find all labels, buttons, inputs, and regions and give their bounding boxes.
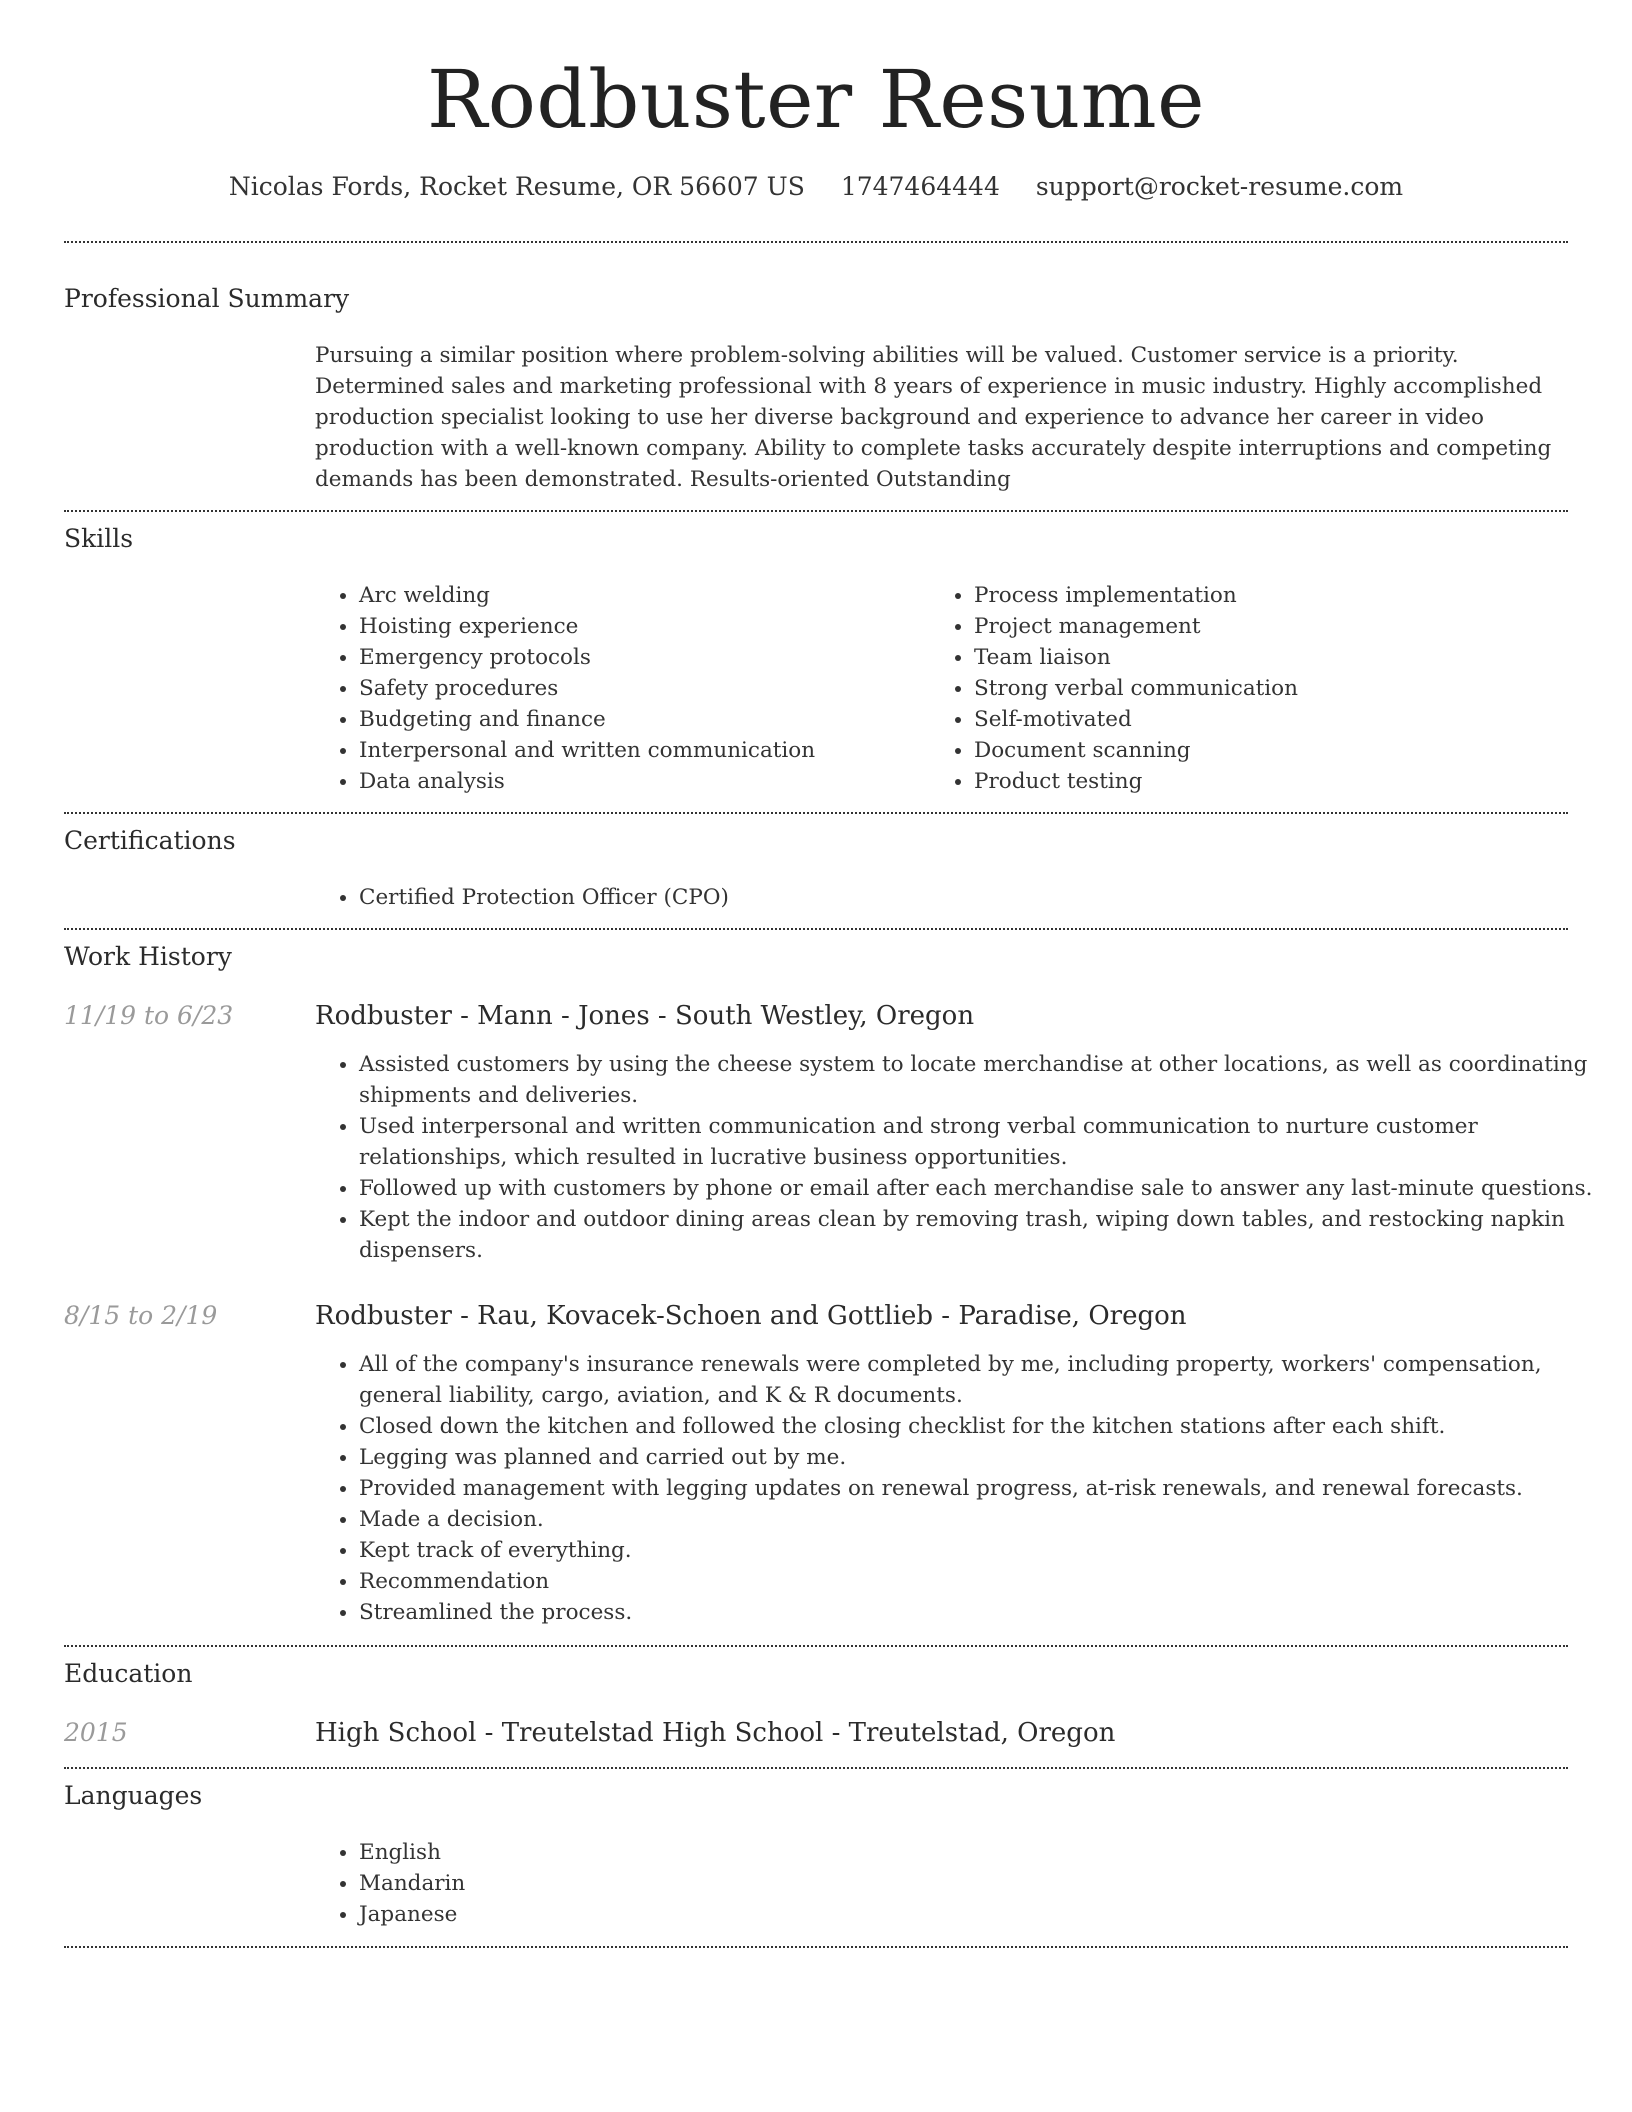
section-divider: [64, 510, 1568, 512]
skills-list-right: [930, 580, 1594, 797]
job-dates: 11/19 to 6/23: [64, 1001, 234, 1030]
skill-item: • Strong verbal communication: [974, 673, 1594, 704]
skill-item: • Emergency protocols: [359, 642, 919, 673]
education-year: 2015: [64, 1718, 128, 1747]
job-bullet: • Legging was planned and carried out by me.: [359, 1442, 1604, 1473]
job-title: Rodbuster - Mann - Jones - South Westley, Oregon: [315, 1001, 975, 1031]
section-title-skills: Skills: [64, 524, 134, 553]
section-divider: [64, 1767, 1568, 1769]
job-bullet: • Streamlined the process.: [359, 1597, 1604, 1628]
section-title-summary: Professional Summary: [64, 284, 350, 313]
job-bullet: • Made a decision.: [359, 1504, 1604, 1535]
skill-item: • Arc welding: [359, 580, 919, 611]
job-bullet: • Kept track of everything.: [359, 1535, 1604, 1566]
section-divider: [64, 241, 1568, 243]
skill-item: • Hoisting experience: [359, 611, 919, 642]
job-title: Rodbuster - Rau, Kovacek-Schoen and Gottlieb - Paradise, Oregon: [315, 1301, 1187, 1331]
skill-item: • Product testing: [974, 766, 1594, 797]
skill-item: • Interpersonal and written communication: [359, 735, 919, 766]
section-title-education: Education: [64, 1659, 193, 1688]
job-bullet: • Assisted customers by using the cheese system to locate merchandise at other locations, as well as coordinating shipments and deliveries.: [359, 1049, 1604, 1111]
resume-name: Rodbuster Resume: [427, 53, 1205, 146]
job-bullet: • Used interpersonal and written communication and strong verbal communication to nurture customer relationships, which resulted in lucrative business opportunities.: [359, 1111, 1604, 1173]
job-bullet: • Followed up with customers by phone or email after each merchandise sale to answer any last-minute questions.: [359, 1173, 1604, 1204]
section-title-certifications: Certifications: [64, 826, 236, 855]
section-divider: [64, 1645, 1568, 1647]
section-title-work-history: Work History: [64, 942, 232, 971]
job-bullet: • Closed down the kitchen and followed the closing checklist for the kitchen stations after each shift.: [359, 1411, 1604, 1442]
job-bullets: [315, 1049, 1604, 1266]
job-dates: 8/15 to 2/19: [64, 1301, 218, 1330]
contact-address: Nicolas Fords, Rocket Resume, OR 56607 US: [228, 172, 805, 201]
contact-phone: 1747464444: [840, 172, 1000, 201]
section-divider: [64, 1946, 1568, 1948]
language-item: • Japanese: [359, 1899, 1599, 1930]
contact-line: [0, 170, 1632, 204]
language-item: • English: [359, 1837, 1599, 1868]
skill-item: • Safety procedures: [359, 673, 919, 704]
skill-item: • Budgeting and finance: [359, 704, 919, 735]
skill-item: • Process implementation: [974, 580, 1594, 611]
section-divider: [64, 812, 1568, 814]
skill-item: • Project management: [974, 611, 1594, 642]
skill-item: • Self-motivated: [974, 704, 1594, 735]
job-bullets: [315, 1349, 1604, 1628]
job-bullet: • Kept the indoor and outdoor dining areas clean by removing trash, wiping down tables, and restocking napkin dispensers.: [359, 1204, 1604, 1266]
language-item: • Mandarin: [359, 1868, 1599, 1899]
summary-text: Pursuing a similar position where problem-solving abilities will be valued. Customer service is a priority. Determined sales and marketing professional with 8 years of experience in music industry. Highly accomplished production specialist looking to use her diverse background and experience to advance her career in video production with a well-known company. Ability to complete tasks accurately despite interruptions and competing demands has been demonstrated. Results-oriented Outstanding: [315, 343, 1552, 492]
skill-item: • Data analysis: [359, 766, 919, 797]
job-bullet: • All of the company's insurance renewals were completed by me, including property, workers' compensation, general liability, cargo, aviation, and K & R documents.: [359, 1349, 1604, 1411]
skill-item: • Team liaison: [974, 642, 1594, 673]
job-bullet: • Provided management with legging updates on renewal progress, at-risk renewals, and renewal forecasts.: [359, 1473, 1604, 1504]
skill-item: • Document scanning: [974, 735, 1594, 766]
section-divider: [64, 928, 1568, 930]
certification-item: • Certified Protection Officer (CPO): [359, 882, 1599, 913]
certifications-list: [315, 882, 1599, 913]
job-bullet: • Recommendation: [359, 1566, 1604, 1597]
languages-list: [315, 1837, 1599, 1930]
skills-list-left: [315, 580, 919, 797]
section-title-languages: Languages: [64, 1781, 203, 1810]
contact-email: support@rocket-resume.com: [1035, 172, 1404, 201]
education-title: High School - Treutelstad High School - Treutelstad, Oregon: [315, 1718, 1116, 1748]
